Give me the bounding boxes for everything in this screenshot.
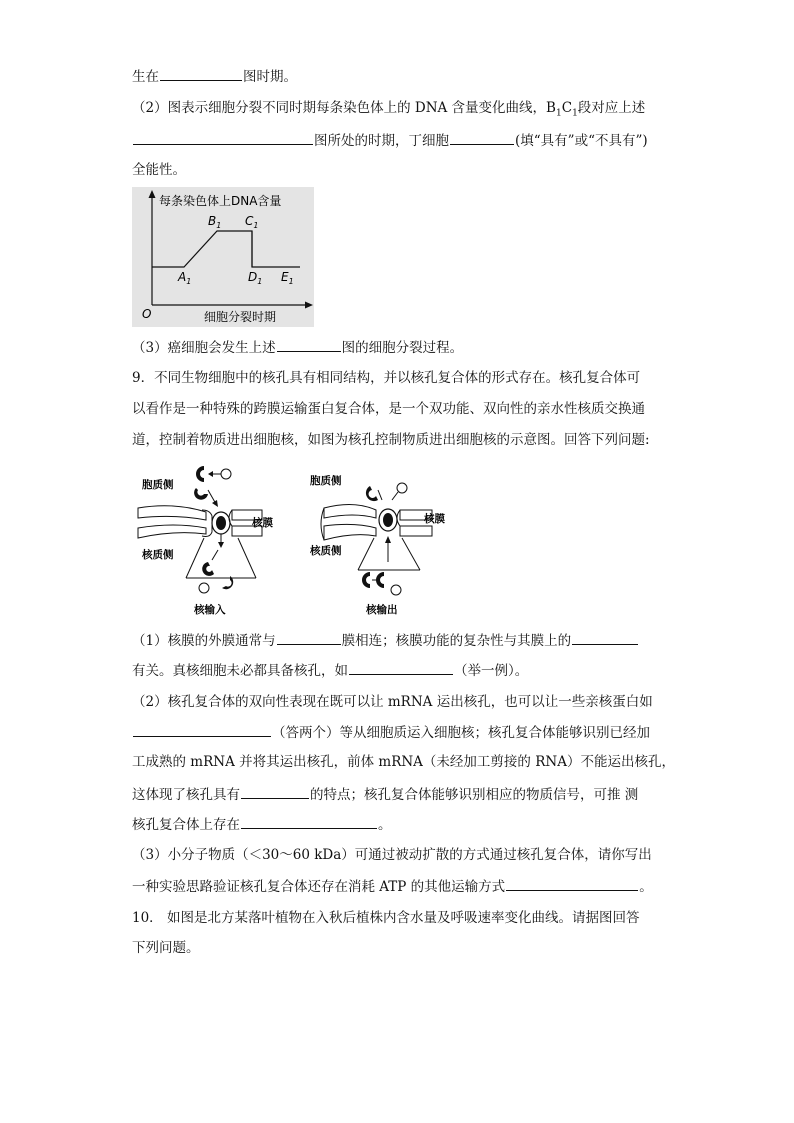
nuclear-pore-figure — [134, 460, 464, 620]
q9-part3-line2: 一种实验思路验证核孔复合体还存在消耗 ATP 的其他运输方式 。 — [132, 876, 653, 897]
q9-intro-line3: 道，控制着物质进出细胞核，如图为核孔控制物质进出细胞核的示意图。回答下列问题: — [132, 432, 650, 448]
q10-line2: 下列问题。 — [132, 940, 200, 956]
q9-part2-line4: 这体现了核孔具有 的特点；核孔复合体能够识别相应的物质信号，可推 测 — [132, 784, 638, 805]
q8-line0: 生在 图时期。 — [132, 66, 297, 87]
answer-blank[interactable] — [277, 630, 341, 645]
answer-blank[interactable] — [572, 630, 638, 645]
point-d1: $D_1$ — [248, 270, 263, 286]
q9-part2-line5: 核孔复合体上存在 。 — [132, 814, 392, 835]
right-nucleoplasm-label: 核质侧 — [310, 545, 342, 557]
graph-ylabel: 每条染色体上DNA含量 — [159, 194, 282, 208]
left-nucleoplasm-label: 核质侧 — [142, 549, 174, 561]
right-cytoplasm-label: 胞质侧 — [310, 475, 342, 487]
q9-part2-line3: 工成熟的 mRNA 并将其运出核孔，前体 mRNA（未经加工剪接的 RNA）不能运出核孔， — [132, 754, 675, 770]
answer-blank[interactable] — [133, 722, 271, 737]
dna-content-graph — [132, 187, 314, 327]
graph-xlabel: 细胞分裂时期 — [204, 310, 277, 324]
q10-line1: 10． 如图是北方某落叶植物在入秋后植株内含水量及呼吸速率变化曲线。请据图回答 — [132, 910, 640, 926]
answer-blank[interactable] — [277, 337, 341, 352]
right-caption: 核输出 — [366, 604, 398, 616]
left-membrane-label: 核膜 — [252, 517, 273, 529]
q9-part2-line1: （2）核孔复合体的双向性表现在既可以让 mRNA 运出核孔，也可以让一些亲核蛋白如 — [132, 694, 653, 710]
answer-blank[interactable] — [450, 130, 514, 145]
point-c1: $C_1$ — [245, 214, 259, 230]
graph-origin: O — [142, 307, 152, 321]
answer-blank[interactable] — [241, 784, 309, 799]
answer-blank[interactable] — [133, 130, 313, 145]
answer-blank[interactable] — [160, 66, 242, 81]
q8-part2-line1: （2）图表示细胞分裂不同时期每条染色体上的 DNA 含量变化曲线，$B_1C_1$段对应上述 — [132, 100, 646, 119]
nuclear-import-panel — [138, 466, 273, 616]
q8-part2-line3: 全能性。 — [132, 162, 186, 178]
q9-part1-line2: 有关。真核细胞未必都具备核孔，如 （举一例）。 — [132, 660, 528, 681]
left-cytoplasm-label: 胞质侧 — [142, 479, 174, 491]
answer-blank[interactable] — [349, 660, 453, 675]
q9-intro-line1: 9．不同生物细胞中的核孔具有相同结构，并以核孔复合体的形式存在。核孔复合体可 — [132, 370, 641, 386]
point-b1: $B_1$ — [208, 214, 222, 230]
q9-part3-line1: （3）小分子物质（＜30～60 kDa）可通过被动扩散的方式通过核孔复合体，请你写出 — [132, 847, 652, 863]
q9-part2-line2: （答两个）等从细胞质运入细胞核；核孔复合体能够识别已经加 — [132, 722, 650, 743]
answer-blank[interactable] — [241, 814, 377, 829]
answer-blank[interactable] — [506, 876, 638, 891]
q9-part1-line1: （1）核膜的外膜通常与 膜相连；核膜功能的复杂性与其膜上的 — [132, 630, 639, 651]
right-membrane-label: 核膜 — [424, 513, 445, 525]
q8-part2-line2: 图所处的时期，丁细胞 (填“具有”或“不具有”) — [132, 130, 648, 151]
point-a1: $A_1$ — [178, 270, 192, 286]
nuclear-export-panel — [309, 474, 445, 616]
q9-intro-line2: 以看作是一种特殊的跨膜运输蛋白复合体，是一个双功能、双向性的亲水性核质交换通 — [132, 401, 645, 417]
q8-part3: （3）癌细胞会发生上述 图的细胞分裂过程。 — [132, 337, 463, 358]
point-e1: $E_1$ — [281, 270, 294, 286]
left-caption: 核输入 — [194, 604, 226, 616]
